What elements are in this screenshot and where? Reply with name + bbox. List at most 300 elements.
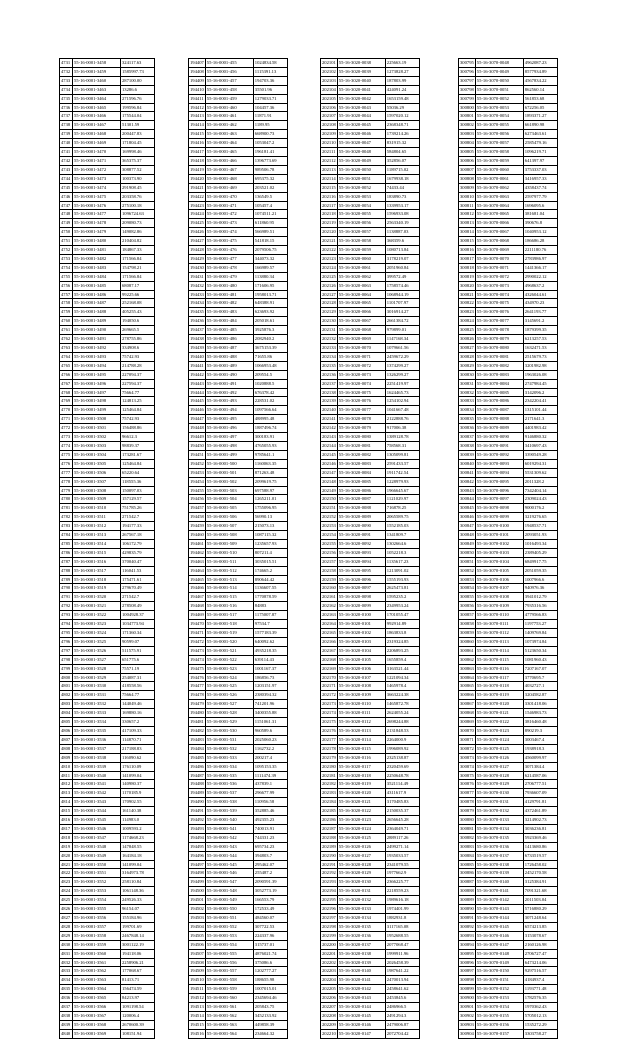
account-code-cell: 55-16-3070-0148 [475,949,523,958]
account-code-cell: 55-16-0001-463 [205,130,253,139]
amount-cell: 1040953.12 [523,228,557,237]
row-number-cell: 202133 [321,344,338,353]
row-number-cell: 194420 [189,174,206,183]
row-number-cell: 194419 [189,165,206,174]
amount-cell: 1004928.37 [121,611,155,620]
table-row [60,566,155,575]
amount-cell: 1465978.4 [385,682,419,691]
row-number-cell: 300887 [459,878,476,887]
account-code-cell: 55-16-0001-3492 [73,344,121,353]
account-code-cell: 55-16-0001-502 [205,477,253,486]
account-code-cell: 55-16-3070-0068 [475,237,523,246]
row-number-cell: 202116 [321,192,338,201]
row-number-cell: 202128 [321,299,338,308]
amount-cell: 106172.79 [121,539,155,548]
table-row [189,531,288,540]
table-row [321,459,420,468]
table-row [321,415,420,424]
table-row [60,415,155,424]
row-number-cell: 202176 [321,726,338,735]
amount-cell: 307722.53 [253,922,287,931]
table-row [189,905,288,914]
account-code-cell: 55-16-0001-462 [205,121,253,130]
row-number-cell: 194472 [189,637,206,646]
amount-cell: 3117165.08 [385,922,419,931]
row-number-cell: 194499 [189,878,206,887]
account-code-cell: 55-16-0001-3477 [73,210,121,219]
amount-cell: 1096724.63 [121,210,155,219]
row-number-cell: 300903 [459,1020,476,1029]
amount-cell: 194118.06 [121,949,155,958]
amount-cell: 2467848.14 [121,931,155,940]
amount-cell: 176110.09 [121,762,155,771]
table-row [60,869,155,878]
amount-cell: 758568.31 [385,441,419,450]
amount-cell: 1228979.93 [385,477,419,486]
table-row [60,637,155,646]
account-code-cell: 55-16-0001-521 [205,646,253,655]
table-row [189,673,288,682]
amount-cell: 2990022.12 [523,272,557,281]
account-code-cell: 55-16-3020-0044 [337,112,385,121]
table-row [459,183,558,192]
row-number-cell: 202203 [321,967,338,976]
row-number-cell: 202141 [321,415,338,424]
account-code-cell: 55-16-3070-0132 [475,807,523,816]
row-number-cell: 4794 [60,620,73,629]
account-code-cell: 55-16-3020-0142 [337,985,385,994]
table-row [189,424,288,433]
row-number-cell: 194507 [189,949,206,958]
amount-cell: 3204582.87 [523,691,557,700]
row-number-cell: 4786 [60,548,73,557]
account-code-cell: 55-16-0001-546 [205,869,253,878]
amount-cell: 1073974.84 [523,637,557,646]
table-row [321,174,420,183]
amount-cell: 2366225.77 [385,878,419,887]
amount-cell: 116041.53 [121,566,155,575]
amount-cell: 99225.66 [121,290,155,299]
table-row [459,762,558,771]
table-row [459,495,558,504]
row-number-cell: 194439 [189,344,206,353]
account-code-cell: 55-16-3020-0102 [337,629,385,638]
amount-cell: 492355.23 [253,816,287,825]
account-code-cell: 55-16-3020-0066 [337,308,385,317]
table-row [459,967,558,976]
account-code-cell: 55-16-3070-0048 [475,59,523,68]
account-code-cell: 55-16-0001-552 [205,922,253,931]
amount-cell: 1024834.58 [253,59,287,68]
account-code-cell: 55-16-0001-3524 [73,629,121,638]
row-number-cell: 202123 [321,254,338,263]
table-row [189,94,288,103]
account-code-cell: 55-16-3020-0055 [337,210,385,219]
row-number-cell: 4769 [60,397,73,406]
table-row [459,112,558,121]
table-row [189,637,288,646]
account-code-cell: 55-16-3070-0065 [475,210,523,219]
table-row [60,851,155,860]
amount-cell: 252168.08 [121,299,155,308]
account-code-cell: 55-16-0001-560 [205,994,253,1003]
row-number-cell: 194512 [189,994,206,1003]
table-row [459,139,558,148]
amount-cell: 1935033.57 [385,851,419,860]
account-code-cell: 55-16-3070-0075 [475,299,523,308]
account-code-cell: 55-16-3070-0069 [475,246,523,255]
row-number-cell: 300819 [459,272,476,281]
amount-cell: 2783986.97 [523,254,557,263]
account-code-cell: 55-16-3070-0119 [475,691,523,700]
account-code-cell: 55-16-0001-3557 [73,922,121,931]
row-number-cell: 194441 [189,361,206,370]
amount-cell: 1696095.6 [523,201,557,210]
row-number-cell: 202187 [321,824,338,833]
table-row [60,887,155,896]
account-code-cell: 55-16-3070-0101 [475,531,523,540]
table-row [321,905,420,914]
table-row [189,326,288,335]
row-number-cell: 4829 [60,931,73,940]
account-code-cell: 55-16-0001-548 [205,887,253,896]
account-code-cell: 55-16-3020-0084 [337,468,385,477]
table-row [60,504,155,513]
table-row [321,824,420,833]
amount-cell: 2099619.75 [253,477,287,486]
account-code-cell: 55-16-0001-512 [205,566,253,575]
table-row [459,539,558,548]
amount-cell: 4184937.4 [523,976,557,985]
table-row [60,771,155,780]
row-number-cell: 300879 [459,807,476,816]
table-row [459,486,558,495]
account-code-cell: 55-16-3020-0067 [337,317,385,326]
row-number-cell: 300834 [459,406,476,415]
row-number-cell: 194487 [189,771,206,780]
account-code-cell: 55-16-3020-0116 [337,753,385,762]
amount-cell: 97534.7 [253,620,287,629]
row-number-cell: 4779 [60,486,73,495]
amount-cell: 3452133.92 [253,1011,287,1020]
amount-cell: 4311617.9 [385,789,419,798]
amount-cell: 1097566.64 [253,406,287,415]
account-code-cell: 55-16-0001-3555 [73,905,121,914]
table-row [321,139,420,148]
amount-cell: 1081960.43 [523,655,557,664]
row-number-cell: 202188 [321,833,338,842]
row-number-cell: 202195 [321,896,338,905]
table-row [459,522,558,531]
row-number-cell: 194490 [189,798,206,807]
amount-cell: 71655.86 [253,352,287,361]
amount-cell: 6273463.61 [523,130,557,139]
row-number-cell: 4752 [60,246,73,255]
account-code-cell: 55-16-3070-0139 [475,869,523,878]
amount-cell: 484560.07 [253,914,287,923]
account-code-cell: 55-16-3070-0123 [475,726,523,735]
amount-cell: 186856.73 [253,673,287,682]
amount-cell: 1315101.44 [523,406,557,415]
table-row [321,985,420,994]
amount-cell: 1758574.46 [385,281,419,290]
amount-cell: 113880.34 [253,272,287,281]
table-row [60,397,155,406]
account-code-cell: 55-16-0001-507 [205,522,253,531]
account-code-cell: 55-16-0001-3485 [73,281,121,290]
table-row [189,1020,288,1029]
table-row [459,611,558,620]
row-number-cell: 300842 [459,477,476,486]
table-row [60,985,155,994]
table-row [60,468,155,477]
table-row [60,85,155,94]
row-number-cell: 4739 [60,130,73,139]
account-code-cell: 55-16-3020-0123 [337,816,385,825]
row-number-cell: 300878 [459,798,476,807]
row-number-cell: 300815 [459,237,476,246]
account-code-cell: 55-16-0001-537 [205,789,253,798]
amount-cell: 1596933.08 [385,210,419,219]
amount-cell: 1265211.01 [253,495,287,504]
row-number-cell: 194417 [189,148,206,157]
row-number-cell: 202110 [321,139,338,148]
account-code-cell: 55-16-3070-0127 [475,762,523,771]
table-row [60,940,155,949]
table-row [459,869,558,878]
row-number-cell: 202142 [321,424,338,433]
amount-cell: 3770695.7 [523,673,557,682]
amount-cell: 1197753.27 [523,620,557,629]
amount-cell: 186686.28 [523,237,557,246]
table-row [189,495,288,504]
row-number-cell: 194463 [189,557,206,566]
row-number-cell: 194473 [189,646,206,655]
account-code-cell: 55-16-3070-0088 [475,415,523,424]
account-code-cell: 55-16-0001-3560 [73,949,121,958]
row-number-cell: 4741 [60,148,73,157]
table-row [459,174,558,183]
table-row [189,139,288,148]
account-code-cell: 55-16-3020-0078 [337,415,385,424]
row-number-cell: 202120 [321,228,338,237]
account-code-cell: 55-16-0001-499 [205,450,253,459]
table-row [189,548,288,557]
row-number-cell: 4799 [60,664,73,673]
row-number-cell: 4795 [60,629,73,638]
amount-cell: 4779566.83 [523,611,557,620]
row-number-cell: 4797 [60,646,73,655]
table-row [189,914,288,923]
table-row [321,468,420,477]
table-row [60,272,155,281]
account-code-cell: 55-16-0001-3473 [73,174,121,183]
row-number-cell: 202125 [321,272,338,281]
table-row [459,335,558,344]
amount-cell: 1879399.35 [523,326,557,335]
amount-cell: 2452170.58 [523,869,557,878]
table-row [60,816,155,825]
account-code-cell: 55-16-3020-0050 [337,165,385,174]
table-row [189,441,288,450]
row-number-cell: 4733 [60,76,73,85]
account-code-cell: 55-16-0001-3511 [73,513,121,522]
row-number-cell: 4831 [60,949,73,958]
account-code-cell: 55-16-3070-0109 [475,602,523,611]
amount-cell: 75742.93 [121,352,155,361]
account-code-cell: 55-16-0001-466 [205,156,253,165]
amount-cell: 271596.76 [121,94,155,103]
row-number-cell: 194434 [189,299,206,308]
amount-cell: 2079506.75 [253,246,287,255]
amount-cell: 2597977.79 [523,192,557,201]
row-number-cell: 300883 [459,842,476,851]
row-number-cell: 194437 [189,326,206,335]
account-code-cell: 55-16-3020-0122 [337,807,385,816]
table-row [459,914,558,923]
table-row [459,655,558,664]
amount-cell: 172533.49 [253,905,287,914]
account-code-cell: 55-16-0001-3474 [73,183,121,192]
row-number-cell: 194471 [189,629,206,638]
account-code-cell: 55-16-0001-3514 [73,539,121,548]
table-row [321,709,420,718]
account-code-cell: 55-16-0001-3490 [73,326,121,335]
row-number-cell: 202194 [321,887,338,896]
amount-cell: 3052773.19 [253,887,287,896]
account-code-cell: 55-16-3070-0154 [475,1003,523,1012]
row-number-cell: 300858 [459,620,476,629]
row-number-cell: 300854 [459,584,476,593]
account-code-cell: 55-16-3020-0045 [337,121,385,130]
row-number-cell: 194470 [189,620,206,629]
account-code-cell: 55-16-3020-0046 [337,130,385,139]
table-row [60,958,155,967]
account-code-cell: 55-16-3070-0058 [475,148,523,157]
account-code-cell: 55-16-3020-0093 [337,548,385,557]
amount-cell: 5123650.34 [523,646,557,655]
table-row [60,718,155,727]
amount-cell: 2368348.71 [385,121,419,130]
account-code-cell: 55-16-0001-3501 [73,424,121,433]
row-number-cell: 300852 [459,566,476,575]
row-number-cell: 300873 [459,753,476,762]
row-number-cell: 300797 [459,76,476,85]
row-number-cell: 202131 [321,326,338,335]
row-number-cell: 4738 [60,121,73,130]
table-row [459,566,558,575]
account-code-cell: 55-16-0001-3535 [73,726,121,735]
table-row [459,272,558,281]
account-code-cell: 55-16-3020-0077 [337,406,385,415]
amount-cell: 3925876.3 [253,326,287,335]
amount-cell: 2160126.98 [523,940,557,949]
table-row [189,646,288,655]
table-row [321,548,420,557]
account-code-cell: 55-16-3070-0110 [475,611,523,620]
amount-cell: 979899.01 [385,326,419,335]
account-code-cell: 55-16-0001-496 [205,424,253,433]
table-row [321,611,420,620]
account-code-cell: 55-16-3070-0122 [475,718,523,727]
table-row [321,76,420,85]
account-code-cell: 55-16-3070-0078 [475,326,523,335]
table-row [459,210,558,219]
table-row [459,441,558,450]
amount-cell: 166553.79 [253,896,287,905]
amount-cell: 2250648.78 [385,771,419,780]
table-row [60,201,155,210]
row-number-cell: 194459 [189,522,206,531]
row-number-cell: 194476 [189,673,206,682]
account-code-cell: 55-16-3020-0109 [337,691,385,700]
table-row [459,994,558,1003]
amount-cell: 295462.07 [253,860,287,869]
account-code-cell: 55-16-0001-465 [205,148,253,157]
account-code-cell: 55-16-3020-0118 [337,771,385,780]
table-row [189,611,288,620]
row-number-cell: 300891 [459,914,476,923]
row-number-cell: 4754 [60,263,73,272]
table-row [60,655,155,664]
account-code-cell: 55-16-0001-3513 [73,531,121,540]
table-row [321,753,420,762]
account-code-cell: 55-16-0001-550 [205,905,253,914]
table-row [60,237,155,246]
account-code-cell: 55-16-3070-0106 [475,575,523,584]
account-code-cell: 55-16-3020-0076 [337,397,385,406]
row-number-cell: 194504 [189,922,206,931]
row-number-cell: 300820 [459,281,476,290]
amount-cell: 4567834.22 [523,76,557,85]
account-code-cell: 55-16-0001-3532 [73,700,121,709]
table-row [321,441,420,450]
table-row [459,958,558,967]
amount-cell: 1577183.39 [253,629,287,638]
row-number-cell: 4740 [60,139,73,148]
row-number-cell: 202159 [321,575,338,584]
amount-cell: 1254102.94 [385,397,419,406]
table-row [459,1020,558,1029]
amount-cell: 224337.96 [253,931,287,940]
table-row [459,646,558,655]
table-row [189,735,288,744]
amount-cell: 2011328.2 [523,477,557,486]
account-code-cell: 55-16-0001-3467 [73,121,121,130]
amount-cell: 4962087.23 [523,59,557,68]
amount-cell: 96612.3 [121,433,155,442]
account-code-cell: 55-16-0001-3502 [73,433,121,442]
table-row [189,762,288,771]
amount-cell: 209080.73 [121,219,155,228]
account-code-cell: 55-16-0001-3545 [73,816,121,825]
amount-cell: 1068944.19 [385,290,419,299]
amount-cell: 1135617.23 [385,557,419,566]
account-code-cell: 55-16-0001-547 [205,878,253,887]
row-number-cell: 194492 [189,816,206,825]
account-code-cell: 55-16-3070-0121 [475,709,523,718]
amount-cell: 196181.41 [253,148,287,157]
amount-cell: 2309024.43 [523,495,557,504]
table-row [321,424,420,433]
row-number-cell: 202205 [321,985,338,994]
amount-cell: 871263.48 [253,468,287,477]
row-number-cell: 202153 [321,522,338,531]
amount-cell: 3816460.48 [523,718,557,727]
amount-cell: 2380394.32 [253,691,287,700]
table-row [189,896,288,905]
amount-cell: 1974401.99 [385,905,419,914]
